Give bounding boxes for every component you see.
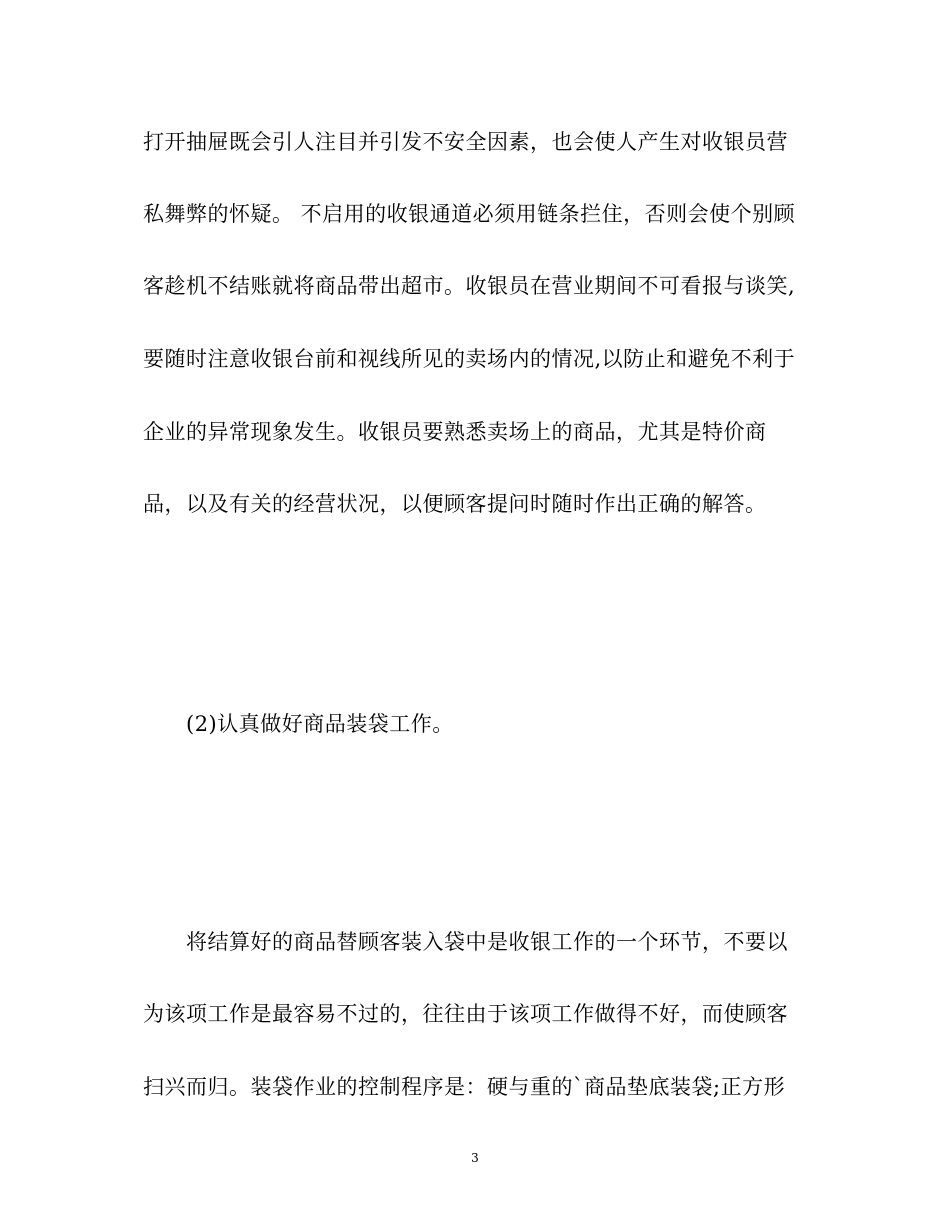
paragraph-1-line-5: 企业的异常现象发生。收银员要熟悉卖场上的商品，尤其是特价商 — [143, 420, 767, 444]
paragraph-1-line-4: 要随时注意收银台前和视线所见的卖场内的情况,以防止和避免不利于 — [143, 347, 796, 371]
paragraph-1-line-1: 打开抽屉既会引人注目并引发不安全因素，也会使人产生对收银员营 — [143, 130, 788, 154]
paragraph-1-line-6: 品，以及有关的经营状况，以便顾客提问时随时作出正确的解答。 — [143, 492, 767, 516]
paragraph-2-line-3: 扫兴而归。装袋作业的控制程序是：硬与重的`商品垫底装袋;正方形 — [143, 1075, 786, 1099]
paragraph-2-line-2: 为该项工作是最容易不过的，往往由于该项工作做得不好，而使顾客 — [143, 1002, 788, 1026]
paragraph-2-line-1: 将结算好的商品替顾客装入袋中是收银工作的一个环节，不要以 — [186, 930, 788, 954]
paragraph-1-line-3: 客趁机不结账就将商品带出超市。收银员在营业期间不可看报与谈笑, — [143, 274, 796, 298]
section-heading: (2)认真做好商品装袋工作。 — [186, 712, 454, 736]
paragraph-1-line-2: 私舞弊的怀疑。 不启用的收银通道必须用链条拦住，否则会使个别顾 — [143, 202, 796, 226]
page-number: 3 — [471, 1151, 479, 1165]
